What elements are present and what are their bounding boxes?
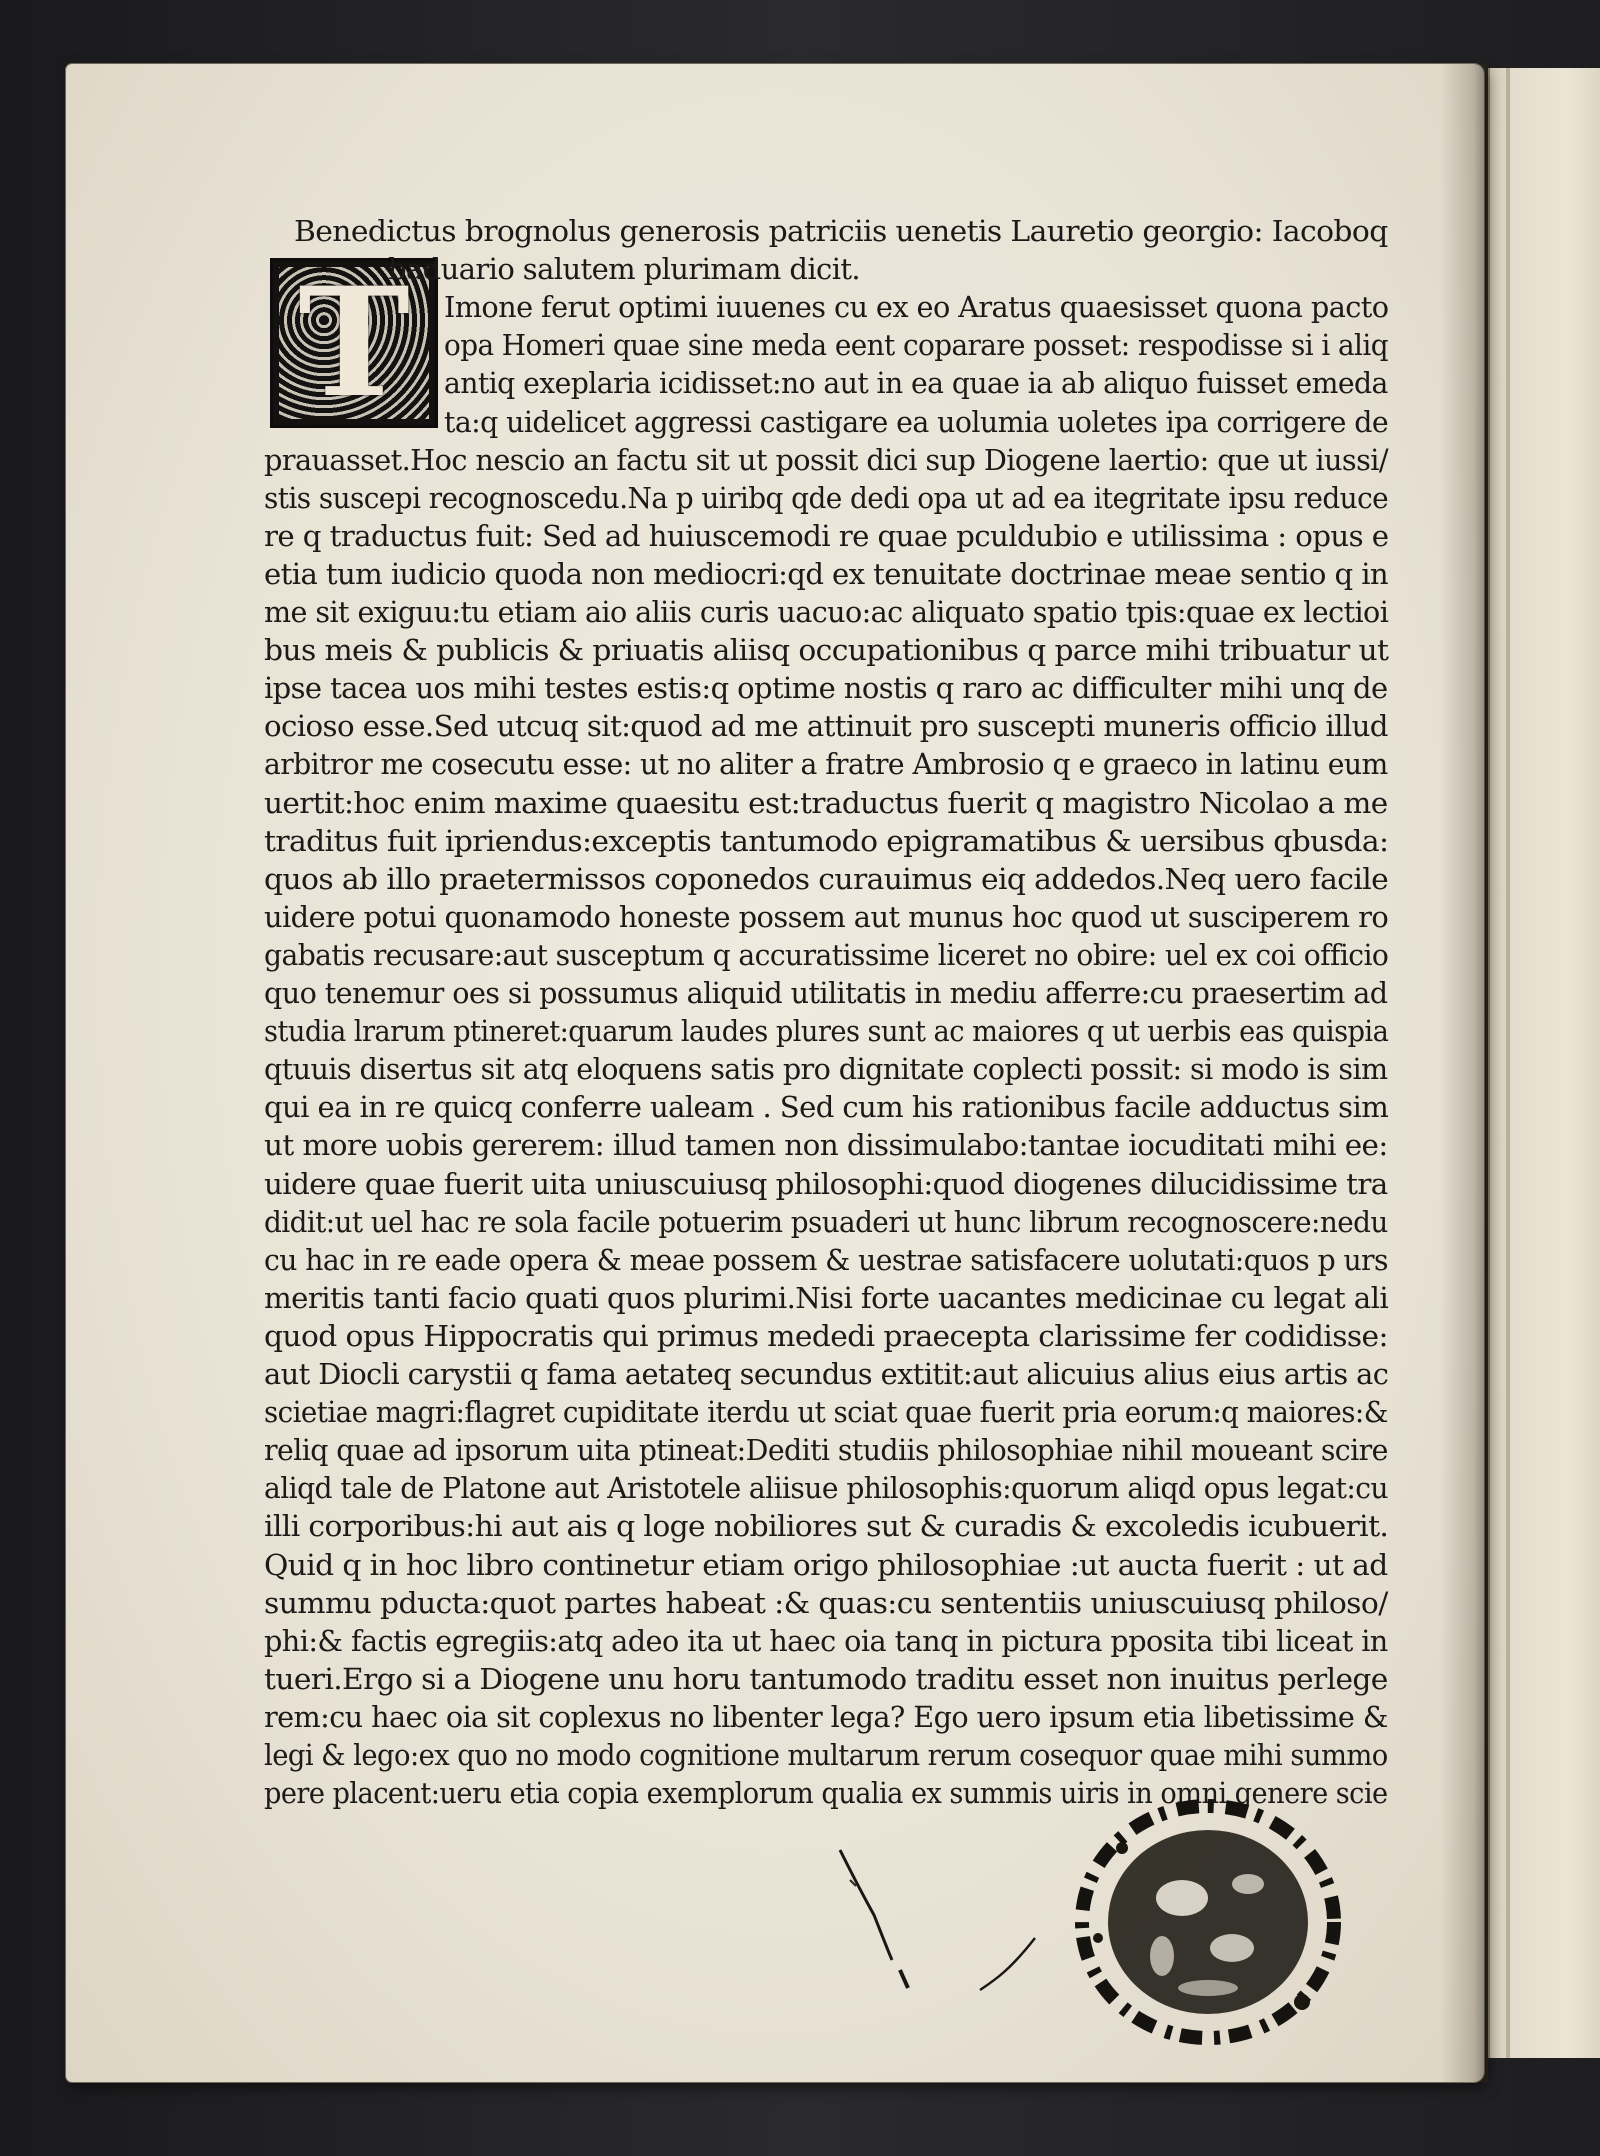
adjacent-page-edge bbox=[1488, 68, 1600, 2058]
text-line: studia lrarum ptineret:quarum laudes plures sunt ac maiores q ut uerbis eas quispia bbox=[264, 1014, 1389, 1049]
text-line: quod opus Hippocratis qui primus mededi praecepta clarissime fer codidisse: bbox=[264, 1318, 1388, 1353]
ink-mark bbox=[830, 1820, 1090, 2020]
text-line: Imone ferut optimi iuuenes cu ex eo Aratus quaesisset quona pacto bbox=[444, 290, 1389, 325]
text-line: legi & lego:ex quo no modo cognitione multarum rerum cosequor quae mihi summo bbox=[264, 1738, 1388, 1772]
text-line: summu pducta:quot partes habeat :& quas:cu sententiis uniuscuiusq philoso/ bbox=[264, 1585, 1388, 1620]
text-line: me sit exiguu:tu etiam aio aliis curis uacuo:ac aliquato spatio tpis:quae ex lectioi bbox=[264, 595, 1389, 629]
library-stamp bbox=[1062, 1788, 1354, 2056]
text-line: meritis tanti facio quati quos plurimi.Nisi forte uacantes medicinae cu legat ali bbox=[264, 1280, 1389, 1315]
text-line: pere placent:ueru etia copia exemplorum qualia ex summis uiris in omni genere scie bbox=[264, 1776, 1388, 1811]
text-line: ut more uobis gererem: illud tamen non dissimulabo:tantae iocuditati mihi ee: bbox=[264, 1128, 1388, 1163]
text-line: aut Diocli carystii q fama aetateq secundus extitit:aut alicuius alius eius artis ac bbox=[264, 1357, 1389, 1391]
text-line: phi:& factis egregiis:atq adeo ita ut haec oia tanq in pictura pposita tibi liceat in bbox=[264, 1623, 1388, 1658]
text-line: etia tum iudicio quoda non mediocri:qd ex tenuitate doctrinae meae sentio q in bbox=[264, 556, 1389, 591]
text-line: uertit:hoc enim maxime quaesitu est:traductus fuerit q magistro Nicolao a me bbox=[264, 785, 1388, 820]
adjacent-page-fold bbox=[1506, 68, 1510, 2058]
text-line: didit:ut uel hac re sola facile potuerim psuaderi ut hunc librum recognoscere:nedu bbox=[264, 1204, 1388, 1239]
text-line: antiq exeplaria icidisset:no aut in ea quae ia ab aliquo fuisset emeda bbox=[444, 366, 1388, 401]
page-gutter-shadow bbox=[1440, 64, 1488, 2082]
text-line: qtuuis disertus sit atq eloquens satis pro dignitate coplecti possit: si modo is sim bbox=[264, 1052, 1388, 1087]
text-line: scietiae magri:flagret cupiditate iterdu ut sciat quae fuerit pria eorum:q maiores:& bbox=[264, 1395, 1388, 1430]
text-line: uidere quae fuerit uita uniuscuiusq philosophi:quod diogenes dilucidissime tra bbox=[264, 1166, 1388, 1201]
text-line: Benedictus brognolus generosis patriciis uenetis Lauretio georgio: Iacoboq bbox=[294, 214, 1388, 248]
text-line: qui ea in re quicq conferre ualeam . Sed cum his rationibus facile adductus sim bbox=[264, 1090, 1389, 1125]
text-line: re q traductus fuit: Sed ad huiuscemodi re quae pculdubio e utilissima : opus e bbox=[264, 518, 1389, 553]
text-line: ocioso esse.Sed utcuq sit:quod ad me attinuit pro suscepti muneris officio illud bbox=[264, 709, 1388, 744]
text-line: aliqd tale de Platone aut Aristotele aliisue philosophis:quorum aliqd opus legat:cu bbox=[264, 1471, 1388, 1506]
text-line: reliq quae ad ipsorum uita ptineat:Dediti studiis philosophiae nihil moueant scire bbox=[264, 1433, 1388, 1468]
text-line: uidere potui quonamodo honeste possem aut munus hoc quod ut susciperem ro bbox=[264, 899, 1389, 934]
text-line: gabatis recusare:aut susceptum q accuratissime liceret no obire: uel ex coi officio bbox=[264, 937, 1389, 972]
text-line: cu hac in re eade opera & meae possem & uestrae satisfacere uolutati:quos p urs bbox=[264, 1242, 1388, 1277]
text-line: quos ab illo praetermissos coponedos curauimus eiq addedos.Neq uero facile bbox=[264, 861, 1389, 896]
text-line: Quid q in hoc libro continetur etiam origo philosophiae :ut aucta fuerit : ut ad bbox=[264, 1547, 1388, 1582]
text-line: rem:cu haec oia sit coplexus no libenter lega? Ego uero ipsum etia libetissime & bbox=[264, 1699, 1388, 1734]
text-line: baduario salutem plurimam dicit. bbox=[388, 252, 861, 287]
text-line: quo tenemur oes si possumus aliquid utilitatis in mediu afferre:cu praesertim ad bbox=[264, 976, 1388, 1010]
text-line: ipse tacea uos mihi testes estis:q optime nostis q raro ac difficulter mihi unq de bbox=[264, 671, 1388, 706]
text-line: arbitror me cosecutu esse: ut no aliter a fratre Ambrosio q e graeco in latinu eum bbox=[264, 747, 1388, 782]
text-line: illi corporibus:hi aut ais q loge nobiliores sut & curadis & excoledis icubuerit. bbox=[264, 1509, 1389, 1544]
text-line: traditus fuit ipriendus:exceptis tantumodo epigramatibus & uersibus qbusda: bbox=[264, 823, 1389, 858]
text-line: opa Homeri quae sine meda eent coparare posset: respodisse si i aliq bbox=[444, 328, 1388, 363]
text-line: ta:q uidelicet aggressi castigare ea uolumia uoletes ipa corrigere de bbox=[444, 404, 1389, 439]
initial-letter: T bbox=[298, 255, 410, 431]
text-line: bus meis & publicis & priuatis aliisq occupationibus q parce mihi tribuatur ut bbox=[264, 633, 1389, 668]
text-line: tueri.Ergo si a Diogene unu horu tantumodo traditu esset non inuitus perlege bbox=[264, 1661, 1388, 1696]
text-line: prauasset.Hoc nescio an factu sit ut possit dici sup Diogene laertio: que ut iussi/ bbox=[264, 442, 1388, 477]
text-line: stis suscepi recognoscedu.Na p uiribq qde dedi opa ut ad ea itegritate ipsu reduce bbox=[264, 480, 1389, 515]
